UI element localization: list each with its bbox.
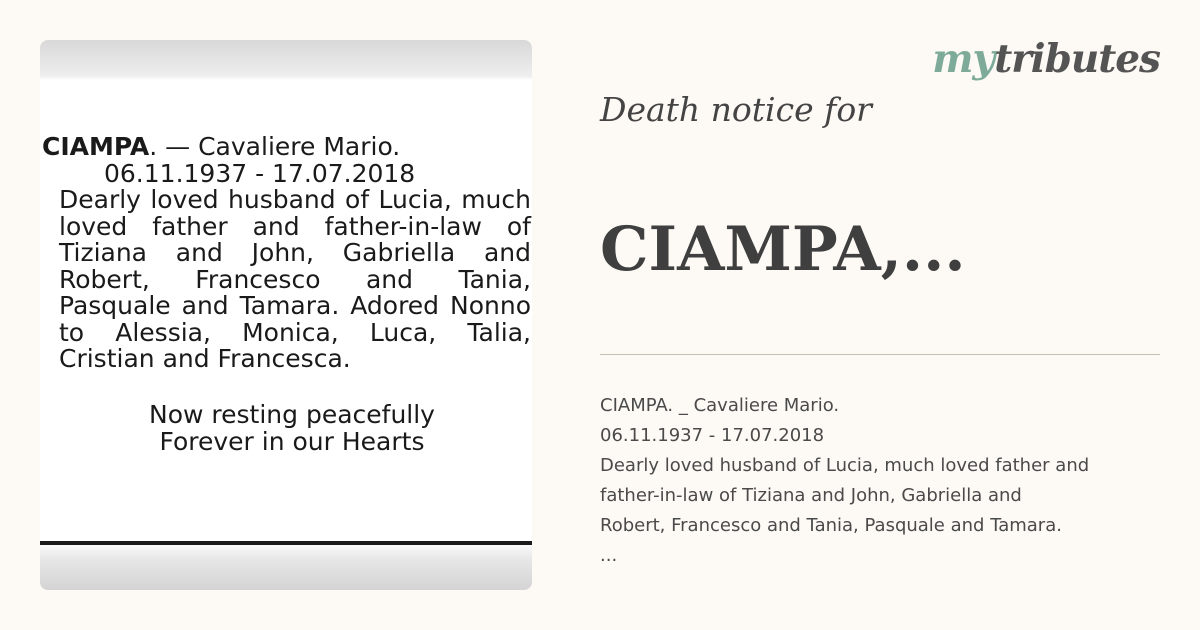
excerpt-line: CIAMPA. _ Cavaliere Mario. <box>600 395 840 416</box>
mytributes-logo[interactable] <box>932 36 1160 82</box>
logo-tributes: tributes <box>994 36 1160 82</box>
clipping-given-name: . — Cavaliere Mario. <box>149 132 401 161</box>
clipping-verse-line-2: Forever in our Hearts <box>159 426 425 456</box>
excerpt-line: father-in-law of Tiziana and John, Gabriella and <box>600 485 1022 506</box>
clipping-body: Dearly loved husband of Lucia, much loved father and father-in-law of Tiziana and John, Gabriella and Robert, Francesco and Tania, Pasquale and Tamara. Adored Nonno to Alessia, Monica, Luca, Talia, Cristian and Francesca. <box>59 185 531 373</box>
notice-excerpt <box>600 391 1160 571</box>
excerpt-line: Robert, Francesco and Tania, Pasquale and Tamara. <box>600 515 1062 536</box>
clipping-heading <box>42 134 532 161</box>
excerpt-line: 06.11.1937 - 17.07.2018 <box>600 425 825 446</box>
notice-label: Death notice for <box>600 90 872 129</box>
excerpt-ellipsis: ... <box>600 545 618 566</box>
logo-my: my <box>932 36 995 82</box>
clipping-dates: 06.11.1937 - 17.07.2018 <box>104 158 416 188</box>
deceased-name: CIAMPA,... <box>600 214 966 285</box>
divider <box>600 354 1160 355</box>
clipping-rule <box>40 541 532 545</box>
clipping-verse-line-1: Now resting peacefully <box>149 399 435 429</box>
notice-clipping <box>42 134 532 455</box>
excerpt-line: Dearly loved husband of Lucia, much loved father and <box>600 455 1090 476</box>
notice-image <box>40 40 532 590</box>
clipping-surname: CIAMPA <box>42 132 150 161</box>
clipping-verse <box>42 401 532 455</box>
